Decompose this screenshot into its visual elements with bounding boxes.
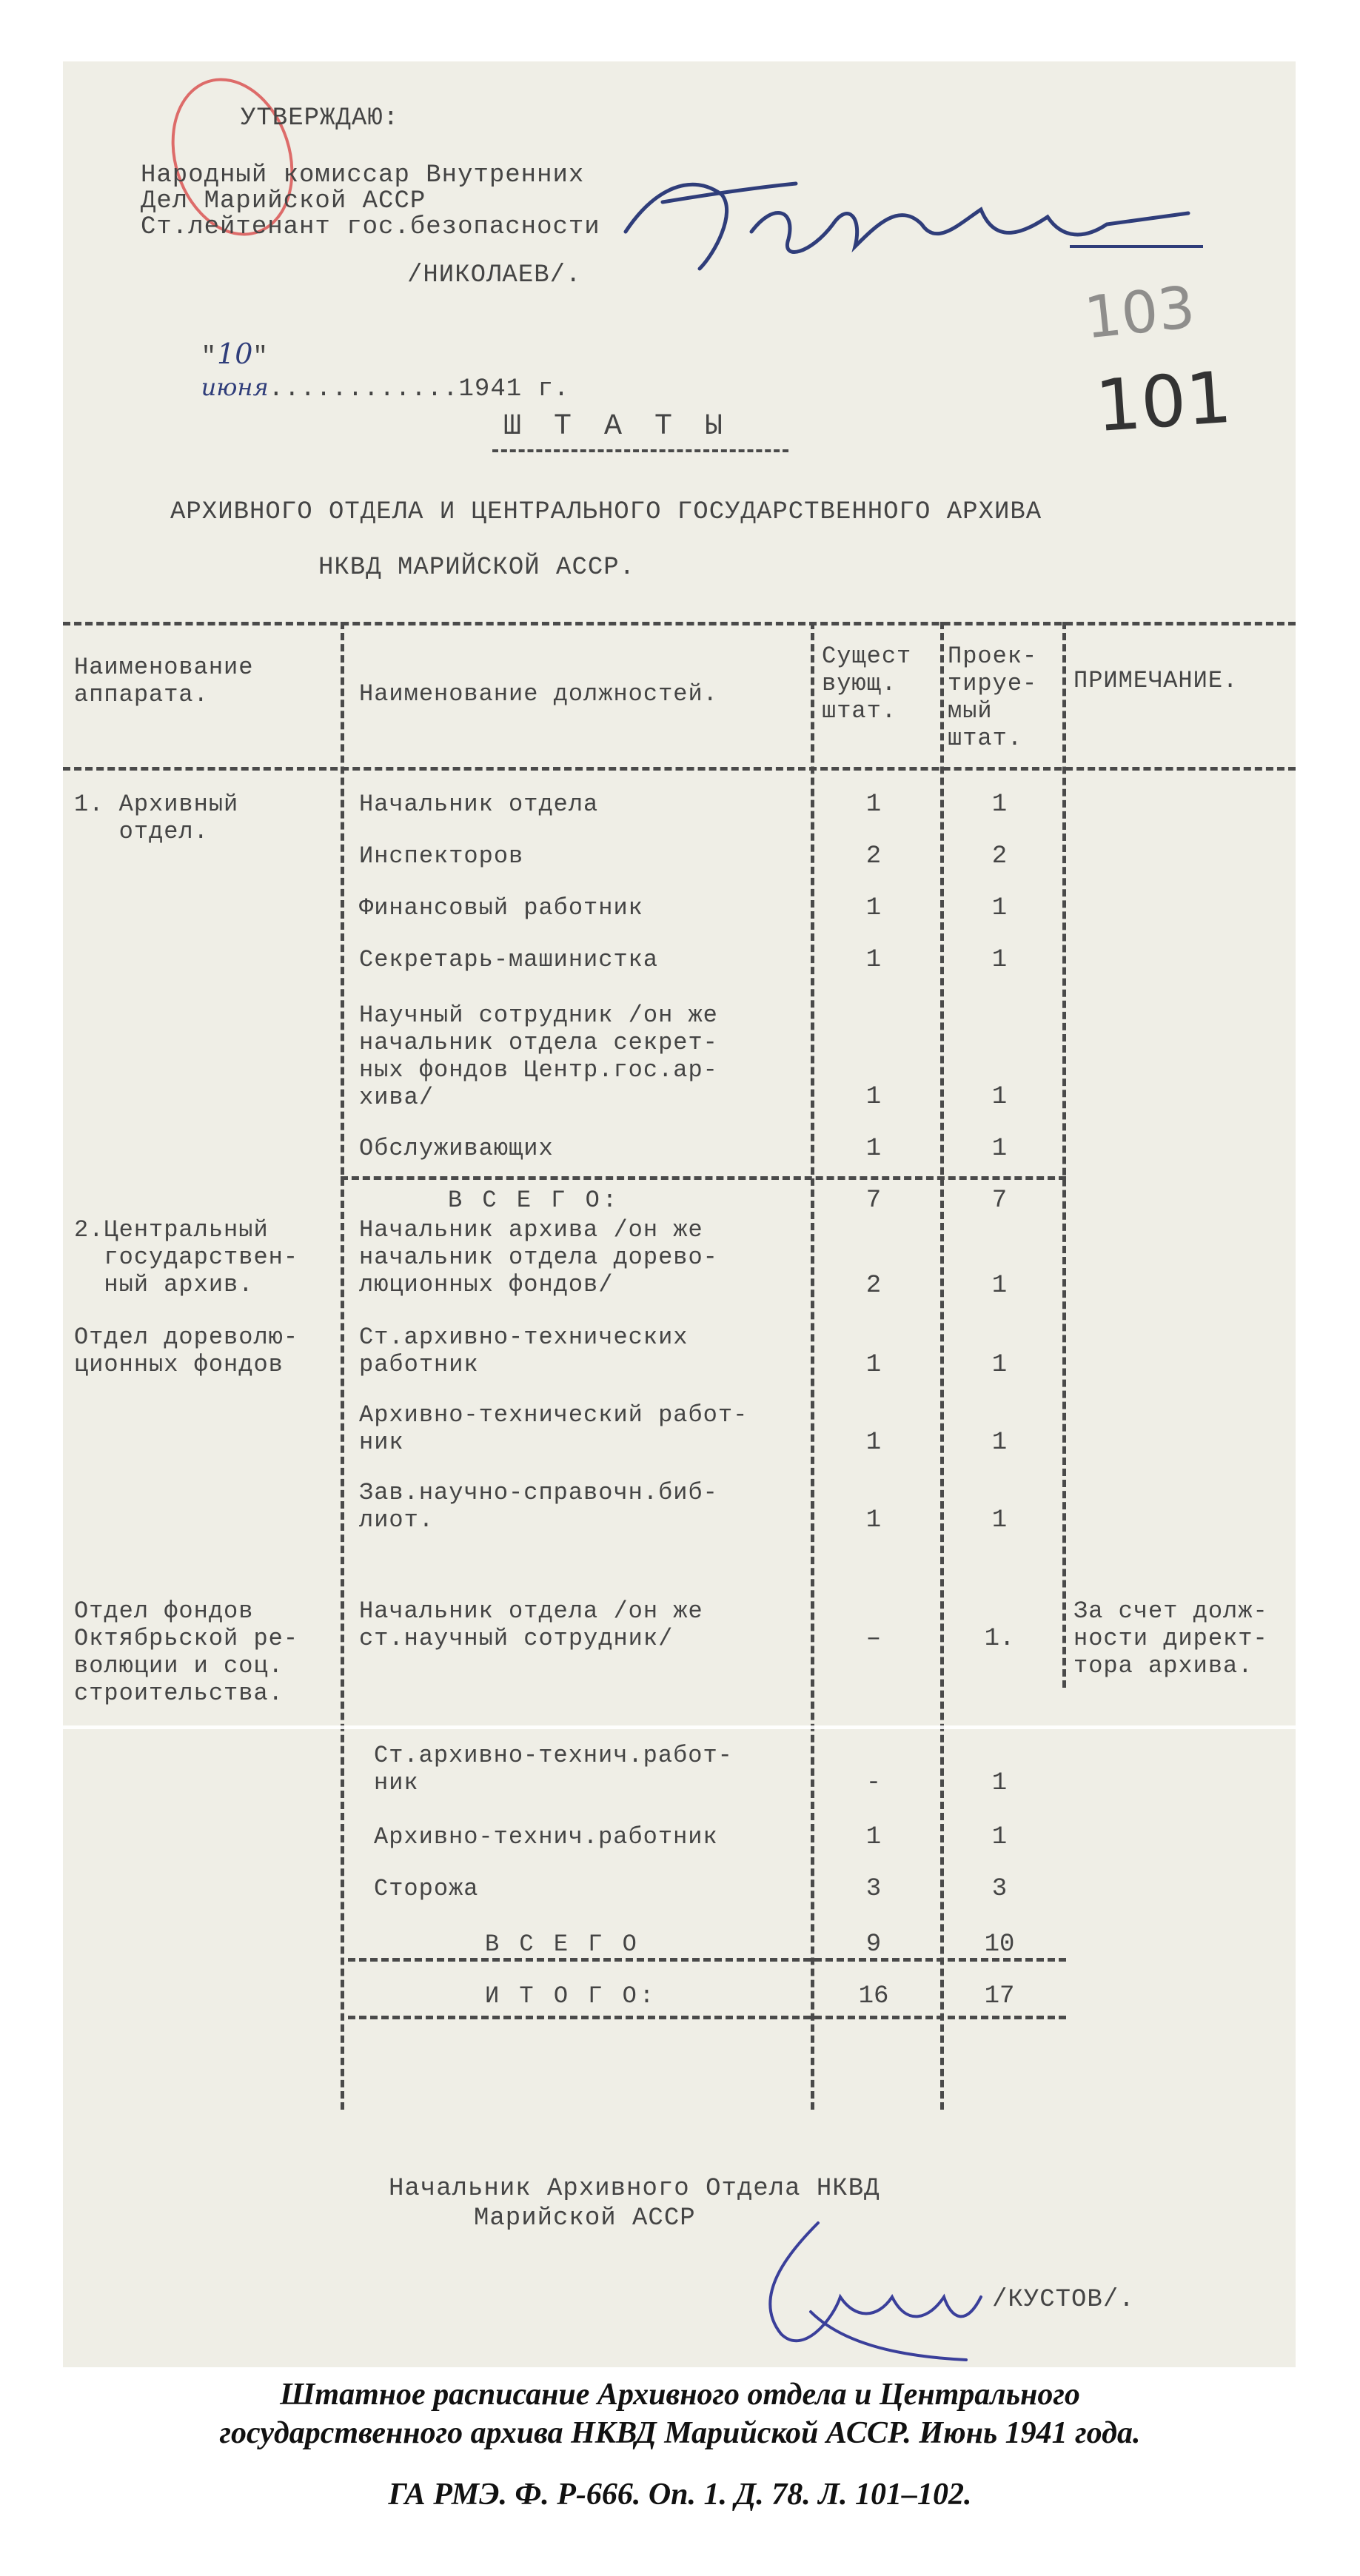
row-projected: 1 xyxy=(991,1272,1008,1300)
row-position: Финансовый работник xyxy=(359,894,643,922)
row-existing: 1 xyxy=(865,1135,882,1163)
header-existing: Сущест вующ. штат. xyxy=(822,643,912,725)
signature-line-2: Марийской АССР xyxy=(474,2204,696,2233)
table-header-border xyxy=(63,767,1296,771)
row-projected: 17 xyxy=(984,1982,1015,2010)
row-existing: 1 xyxy=(865,791,882,819)
row-position: В С Е Г О xyxy=(485,1931,640,1958)
row-projected: 1 xyxy=(991,1769,1008,1797)
row-position: Начальник отдела xyxy=(359,791,599,818)
date-quote-close: " xyxy=(252,343,269,372)
signature-line-1: Начальник Архивного Отдела НКВД xyxy=(389,2175,880,2203)
row-projected: 7 xyxy=(991,1187,1008,1215)
row-position: В С Е Г О: xyxy=(448,1187,620,1214)
row-existing: 3 xyxy=(865,1875,882,1903)
approval-line-1: Народный комиссар Внутренних xyxy=(141,161,585,189)
signature-name: /КУСТОВ/. xyxy=(992,2286,1135,2314)
document-sheet xyxy=(63,61,1296,2367)
row-projected: 1 xyxy=(991,1506,1008,1534)
date-dots: ............ xyxy=(268,375,459,403)
row-existing: 1 xyxy=(865,946,882,974)
approval-title: УТВЕРЖДАЮ: xyxy=(241,104,400,133)
row-existing: 1 xyxy=(865,1083,882,1111)
row-position: Научный сотрудник /он же начальник отдела секрет- ных фондов Центр.гос.ар- хива/ xyxy=(359,1002,718,1111)
row-existing: 16 xyxy=(858,1982,889,2010)
date-quote-open: " xyxy=(201,343,218,372)
archive-page-new: 101 xyxy=(1093,355,1234,449)
row-projected: 3 xyxy=(991,1875,1008,1903)
row-existing: – xyxy=(865,1625,882,1653)
subtotal-line-2 xyxy=(348,1958,1066,1962)
row-existing: 2 xyxy=(865,842,882,871)
title-underline xyxy=(492,449,788,452)
header-projected: Проек- тируе- мый штат. xyxy=(948,643,1038,752)
caption-source: ГА РМЭ. Ф. Р-666. Оп. 1. Д. 78. Л. 101–102. xyxy=(388,2478,972,2512)
row-projected: 1 xyxy=(991,1135,1008,1163)
archive-page-old: 103 xyxy=(1081,274,1199,352)
row-position: И Т О Г О: xyxy=(485,1982,657,2010)
row-position: Зав.научно-справочн.биб- лиот. xyxy=(359,1479,718,1534)
row-existing: 1 xyxy=(865,1429,882,1457)
row-existing: 7 xyxy=(865,1187,882,1215)
row-projected: 1 xyxy=(991,1351,1008,1379)
table-col-divider-2 xyxy=(811,622,814,2110)
row-position: Ст.архивно-технических работник xyxy=(359,1324,689,1378)
row-existing: 9 xyxy=(865,1931,882,1959)
row-existing: - xyxy=(865,1769,882,1797)
row-existing: 1 xyxy=(865,1351,882,1379)
row-position: Архивно-технический работ- ник xyxy=(359,1401,748,1456)
row-position: Начальник отдела /он же ст.научный сотрудник/ xyxy=(359,1597,703,1652)
row-position: Ст.архивно-технич.работ- ник xyxy=(374,1742,733,1797)
row-position: Секретарь-машинистка xyxy=(359,946,659,973)
row-note: За счет долж- ности директ- тора архива. xyxy=(1073,1597,1268,1680)
row-projected: 2 xyxy=(991,842,1008,871)
document-title: Ш Т А Т Ы xyxy=(503,410,731,443)
unit-october-revolution: Отдел фондов Октябрьской ре- волюции и соц. строительства. xyxy=(74,1597,299,1707)
header-note: ПРИМЕЧАНИЕ. xyxy=(1073,667,1239,694)
row-existing: 1 xyxy=(865,1506,882,1534)
row-projected: 1 xyxy=(991,946,1008,974)
row-existing: 1 xyxy=(865,1823,882,1851)
caption-line-1: Штатное расписание Архивного отдела и Центрального xyxy=(280,2378,1080,2412)
subtotal-line-1 xyxy=(341,1176,1066,1180)
table-col-divider-4 xyxy=(1062,622,1066,1688)
row-position: Архивно-технич.работник xyxy=(374,1823,718,1851)
head-signature xyxy=(729,2208,996,2367)
row-position: Сторожа xyxy=(374,1875,479,1902)
header-position: Наименование должностей. xyxy=(359,680,718,708)
document-subtitle-1: АРХИВНОГО ОТДЕЛА И ЦЕНТРАЛЬНОГО ГОСУДАРСТВЕННОГО АРХИВА xyxy=(170,498,1042,526)
row-projected: 1 xyxy=(991,791,1008,819)
date-month: июня xyxy=(201,373,269,401)
unit-central-archive: 2.Центральный государствен- ный архив. xyxy=(74,1216,299,1298)
caption-line-2: государственного архива НКВД Марийской АССР. Июнь 1941 года. xyxy=(219,2416,1141,2450)
approval-name: /НИКОЛАЕВ/. xyxy=(407,261,582,289)
table-col-divider-1 xyxy=(341,622,344,2110)
row-existing: 1 xyxy=(865,894,882,922)
table-col-divider-3 xyxy=(940,622,944,2110)
unit-archive-dept: 1. Архивный отдел. xyxy=(74,791,239,845)
row-projected: 1. xyxy=(984,1625,1015,1653)
total-line xyxy=(348,2016,1066,2019)
row-projected: 1 xyxy=(991,1083,1008,1111)
date-day: 10 xyxy=(217,338,253,370)
header-unit: Наименование аппарата. xyxy=(74,654,254,708)
unit-pre-revolutionary: Отдел дореволю- ционных фондов xyxy=(74,1324,299,1378)
row-position: Обслуживающих xyxy=(359,1135,554,1162)
document-subtitle-2: НКВД МАРИЙСКОЙ АССР. xyxy=(318,554,636,582)
row-projected: 1 xyxy=(991,1823,1008,1851)
row-projected: 1 xyxy=(991,894,1008,922)
row-position: Инспекторов xyxy=(359,842,524,870)
row-position: Начальник архива /он же начальник отдела дорево- люционных фондов/ xyxy=(359,1216,718,1298)
approval-line-2: Дел Марийской АССР xyxy=(141,187,426,215)
table-top-border xyxy=(63,622,1296,625)
date-year: 1941 г. xyxy=(458,375,570,403)
row-existing: 2 xyxy=(865,1272,882,1300)
approval-line-3: Ст.лейтенант гос.безопасности xyxy=(141,213,600,241)
row-projected: 10 xyxy=(984,1931,1015,1959)
row-projected: 1 xyxy=(991,1429,1008,1457)
